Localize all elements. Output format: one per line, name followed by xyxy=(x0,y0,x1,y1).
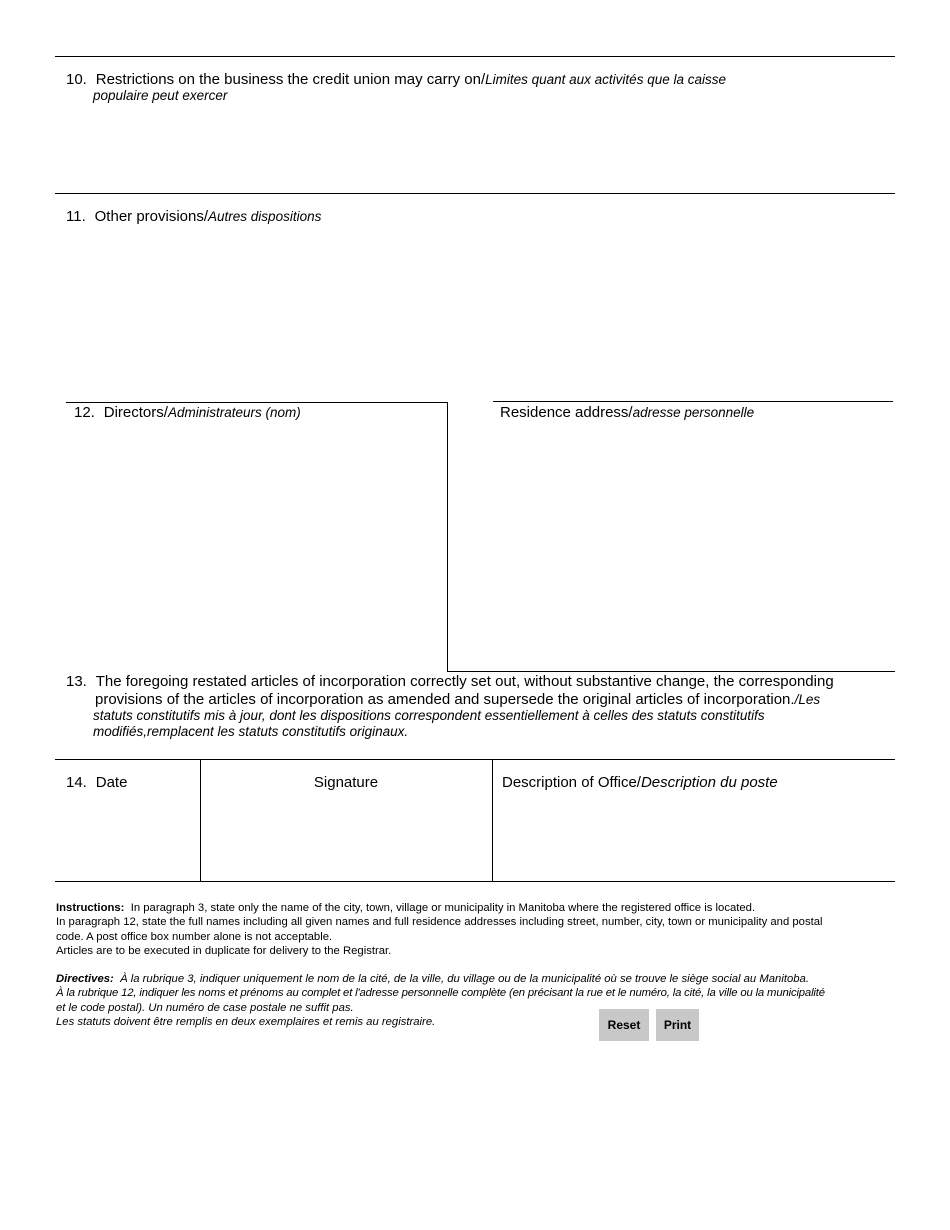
instructions-line1 xyxy=(56,901,901,915)
divider-13 xyxy=(447,671,895,672)
directors-top-line xyxy=(66,402,448,403)
directives-line4: Les statuts doivent être remplis en deux exemplaires et remis au registraire. xyxy=(56,1015,436,1028)
section-13-text-line2-fr: /Les xyxy=(794,692,821,707)
section-11-label xyxy=(66,208,321,226)
section-13-text-line2: provisions of the articles of incorporation as amended and supersede the original articles of incorporation. xyxy=(95,691,795,708)
directors-header xyxy=(74,404,301,422)
residence-label-fr: adresse personnelle xyxy=(632,405,755,420)
directives-line3: et le code postal). Un numéro de case postale ne suffit pas. xyxy=(56,1001,354,1014)
directives-line1 xyxy=(56,972,901,986)
section-13-line2 xyxy=(95,691,820,709)
section-12-number: 12. xyxy=(74,404,95,421)
divider-11 xyxy=(55,193,895,194)
section-11-label-en: Other provisions/ xyxy=(94,208,209,225)
instructions-heading: Instructions: xyxy=(56,902,125,914)
directives-text-1: À la rubrique 3, indiquer uniquement le nom de la cité, de la ville, du village ou de la municipalité où se trouve le siège social au Manitoba. xyxy=(120,973,809,985)
residence-address-field[interactable] xyxy=(500,428,892,670)
restrictions-field[interactable] xyxy=(93,108,892,192)
instructions-line3: code. A post office box number alone is not acceptable. xyxy=(56,930,333,943)
office-header xyxy=(502,774,778,792)
section-10-number: 10. xyxy=(66,71,87,88)
signature-label: Signature xyxy=(313,774,379,791)
office-label-fr: Description du poste xyxy=(640,774,778,791)
section-14-number: 14. xyxy=(66,774,87,791)
directives-block xyxy=(56,972,901,1029)
section-13-text-line4: modifiés,remplacent les statuts constitutifs originaux. xyxy=(93,724,409,739)
divider-14-bottom xyxy=(55,881,895,882)
directives-heading: Directives: xyxy=(56,973,114,985)
section-11-label-fr: Autres dispositions xyxy=(208,209,322,224)
section-13-text-line3: statuts constitutifs mis à jour, dont les dispositions correspondent essentiellement à celles des statuts constitutifs xyxy=(93,708,765,723)
section-13-text-line1: The foregoing restated articles of incorporation correctly set out, without substantive change, the corresponding xyxy=(95,673,834,690)
date-header xyxy=(66,774,127,792)
office-label-en: Description of Office/ xyxy=(502,774,641,791)
date-field[interactable] xyxy=(66,800,198,872)
section-12-column-divider xyxy=(447,402,448,672)
reset-button[interactable]: Reset xyxy=(599,1009,649,1041)
divider-14-top xyxy=(55,759,895,760)
other-provisions-field[interactable] xyxy=(93,230,892,399)
directors-label-fr: Administrateurs (nom) xyxy=(167,405,301,420)
section-10-label-fr: Limites quant aux activités que la caisse xyxy=(485,72,726,87)
instructions-block xyxy=(56,901,901,958)
signature-field[interactable] xyxy=(210,800,488,872)
print-button[interactable]: Print xyxy=(656,1009,699,1041)
section-10-label-fr-line2: populaire peut exercer xyxy=(93,88,228,103)
signature-column-divider xyxy=(492,759,493,881)
residence-top-line xyxy=(493,401,893,402)
directives-line2: À la rubrique 12, indiquer les noms et prénoms au complet et l'adresse personnelle complète (en précisant la rue et le numéro, la cité, la ville ou la municipalité xyxy=(56,987,825,1000)
directors-field[interactable] xyxy=(70,428,444,670)
instructions-line4: Articles are to be executed in duplicate for delivery to the Registrar. xyxy=(56,944,392,957)
date-label: Date xyxy=(95,774,128,791)
residence-label-en: Residence address/ xyxy=(500,404,633,421)
directors-label-en: Directors/ xyxy=(103,404,168,421)
section-13-line1 xyxy=(66,673,834,691)
instructions-line2: In paragraph 12, state the full names including all given names and full residence addresses including street, number, city, town or municipality and postal xyxy=(56,916,823,929)
residence-header xyxy=(500,404,754,422)
section-11-number: 11. xyxy=(66,208,86,225)
section-13-number: 13. xyxy=(66,673,87,690)
office-description-field[interactable] xyxy=(502,800,892,872)
section-10-label-en: Restrictions on the business the credit union may carry on/ xyxy=(95,71,486,88)
instructions-text-1: In paragraph 3, state only the name of the city, town, village or municipality in Manitoba where the registered office is located. xyxy=(130,902,756,914)
divider-top xyxy=(55,56,895,57)
section-10-label xyxy=(66,71,726,88)
